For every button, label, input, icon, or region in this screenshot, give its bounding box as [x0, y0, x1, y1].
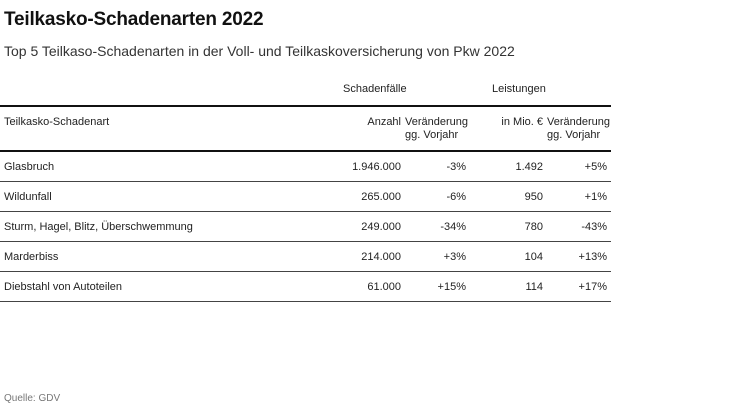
table-row	[0, 242, 611, 272]
column-header-line: gg. Vorjahr	[547, 129, 601, 141]
row-name: Glasbruch	[4, 161, 55, 173]
row-veraenderung-schadenfaelle: -34%	[440, 221, 466, 233]
row-veraenderung-leistungen: -43%	[581, 221, 607, 233]
row-veraenderung-schadenfaelle: -6%	[446, 191, 466, 203]
row-divider	[0, 301, 611, 302]
column-header-veraenderung-schadenfaelle	[405, 116, 468, 142]
row-veraenderung-leistungen: +13%	[578, 251, 607, 263]
row-anzahl: 1.946.000	[352, 161, 401, 173]
page-title: Teilkasko-Schadenarten 2022	[4, 9, 264, 30]
row-mio-euro: 1.492	[515, 161, 543, 173]
column-header-veraenderung-leistungen	[547, 116, 610, 142]
row-mio-euro: 104	[524, 251, 543, 263]
row-veraenderung-schadenfaelle: -3%	[446, 161, 466, 173]
row-veraenderung-leistungen: +1%	[584, 191, 607, 203]
row-anzahl: 61.000	[367, 281, 401, 293]
row-veraenderung-schadenfaelle: +3%	[443, 251, 466, 263]
column-header-anzahl: Anzahl	[367, 116, 401, 128]
source-note: Quelle: GDV	[4, 393, 61, 404]
header-top-rule	[0, 105, 611, 107]
column-header-mio-euro: in Mio. €	[501, 116, 543, 128]
row-mio-euro: 780	[524, 221, 543, 233]
column-header-line: gg. Vorjahr	[405, 129, 459, 141]
group-header-leistungen: Leistungen	[492, 83, 546, 95]
column-header-line: Veränderung	[405, 116, 468, 128]
row-veraenderung-leistungen: +17%	[578, 281, 607, 293]
row-anzahl: 214.000	[361, 251, 401, 263]
row-mio-euro: 114	[525, 281, 543, 293]
row-name: Marderbiss	[4, 251, 59, 263]
row-veraenderung-leistungen: +5%	[584, 161, 607, 173]
column-header-line: Veränderung	[547, 116, 610, 128]
table-row	[0, 212, 611, 242]
page-subtitle: Top 5 Teilkaso-Schadenarten in der Voll- und Teilkaskoversicherung von Pkw 2022	[4, 43, 515, 59]
column-header-schadenart: Teilkasko-Schadenart	[4, 116, 110, 128]
row-mio-euro: 950	[524, 191, 543, 203]
row-anzahl: 265.000	[361, 191, 401, 203]
row-name: Wildunfall	[4, 191, 52, 203]
table-row	[0, 152, 611, 182]
table-row	[0, 182, 611, 212]
row-name: Sturm, Hagel, Blitz, Überschwemmung	[4, 221, 193, 233]
group-header-schadenfaelle: Schadenfälle	[343, 83, 407, 95]
row-veraenderung-schadenfaelle: +15%	[437, 281, 466, 293]
row-anzahl: 249.000	[361, 221, 401, 233]
table-row	[0, 272, 611, 302]
row-name: Diebstahl von Autoteilen	[4, 281, 123, 293]
